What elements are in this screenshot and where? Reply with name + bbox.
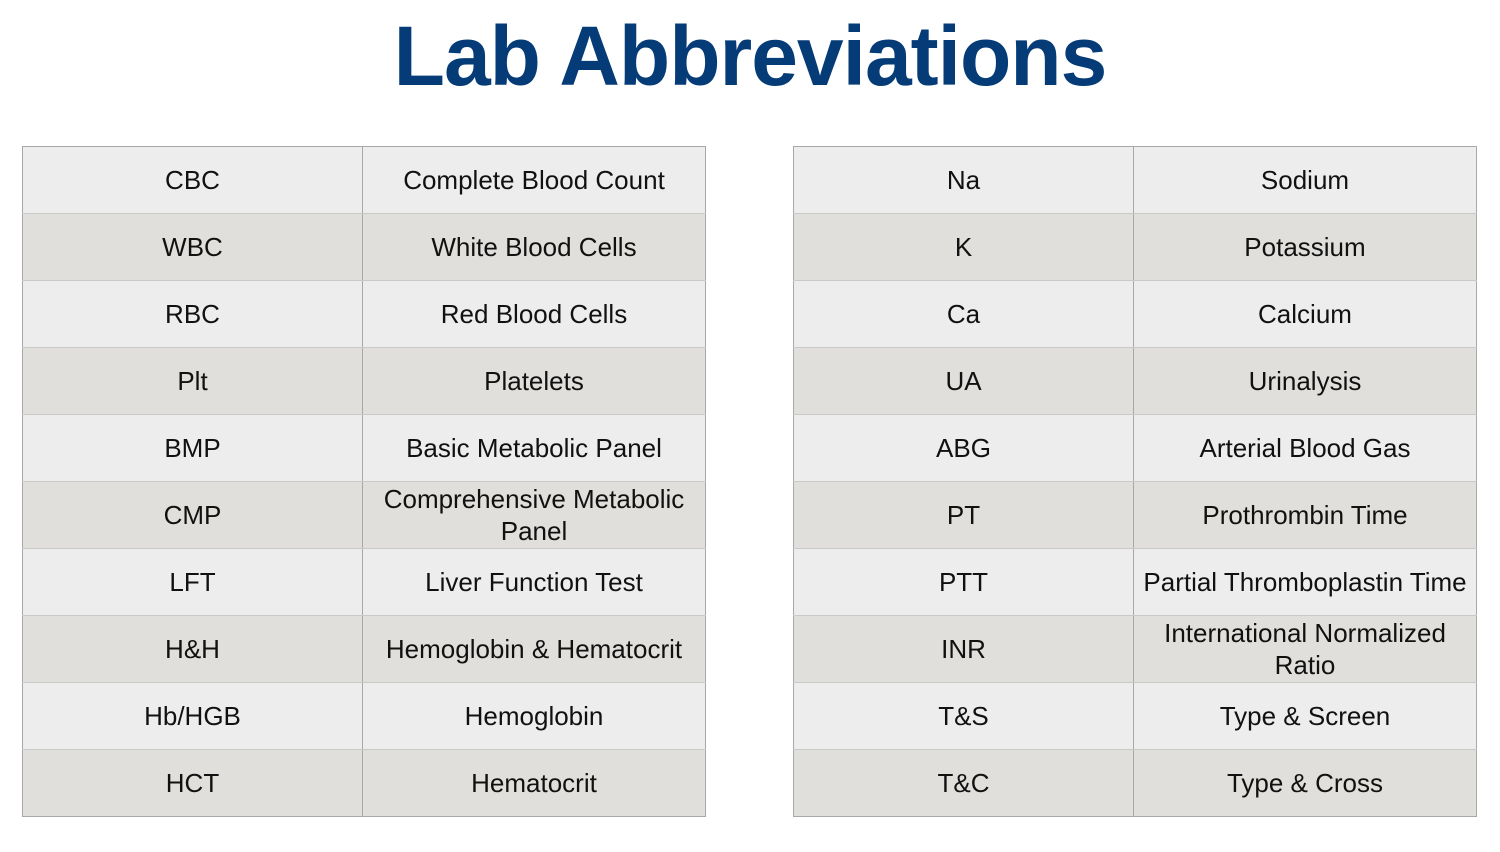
abbreviation-cell: K: [794, 214, 1134, 281]
abbreviation-cell: WBC: [23, 214, 363, 281]
abbreviation-cell: INR: [794, 616, 1134, 683]
meaning-cell: Partial Thromboplastin Time: [1134, 549, 1477, 616]
table-row: [794, 616, 1477, 683]
abbreviation-cell: PTT: [794, 549, 1134, 616]
abbreviation-cell: Na: [794, 147, 1134, 214]
abbreviation-cell: CMP: [23, 482, 363, 549]
table-row: [23, 750, 706, 817]
table-row: [23, 683, 706, 750]
meaning-cell: International Normalized Ratio: [1134, 616, 1477, 683]
abbreviation-cell: UA: [794, 348, 1134, 415]
abbreviation-cell: H&H: [23, 616, 363, 683]
table-row: [794, 214, 1477, 281]
table-row: [794, 415, 1477, 482]
table-row: [794, 348, 1477, 415]
meaning-cell: Liver Function Test: [363, 549, 706, 616]
right-abbreviation-table: [793, 146, 1477, 817]
meaning-cell: Potassium: [1134, 214, 1477, 281]
table-row: [23, 147, 706, 214]
meaning-cell: Arterial Blood Gas: [1134, 415, 1477, 482]
meaning-cell: Calcium: [1134, 281, 1477, 348]
meaning-cell: Type & Screen: [1134, 683, 1477, 750]
meaning-cell: Basic Metabolic Panel: [363, 415, 706, 482]
table-row: [794, 281, 1477, 348]
table-row: [794, 482, 1477, 549]
table-row: [23, 214, 706, 281]
meaning-cell: Comprehensive Metabolic Panel: [363, 482, 706, 549]
table-row: [23, 348, 706, 415]
abbreviation-cell: T&C: [794, 750, 1134, 817]
table-row: [23, 616, 706, 683]
table-row: [794, 147, 1477, 214]
abbreviation-cell: CBC: [23, 147, 363, 214]
table-row: [23, 415, 706, 482]
abbreviation-cell: ABG: [794, 415, 1134, 482]
meaning-cell: Platelets: [363, 348, 706, 415]
meaning-cell: Hemoglobin: [363, 683, 706, 750]
abbreviation-cell: RBC: [23, 281, 363, 348]
meaning-cell: Red Blood Cells: [363, 281, 706, 348]
abbreviation-cell: Ca: [794, 281, 1134, 348]
abbreviation-cell: T&S: [794, 683, 1134, 750]
meaning-cell: Type & Cross: [1226, 768, 1384, 798]
abbreviation-cell: Hb/HGB: [23, 683, 363, 750]
meaning-cell: Hemoglobin & Hematocrit: [363, 616, 706, 683]
left-abbreviation-table: [22, 146, 706, 817]
abbreviation-cell: PT: [794, 482, 1134, 549]
abbreviation-cell: Plt: [23, 348, 363, 415]
meaning-cell: Hematocrit: [471, 768, 597, 798]
meaning-cell: Sodium: [1134, 147, 1477, 214]
abbreviation-cell: LFT: [23, 549, 363, 616]
table-row: [23, 482, 706, 549]
page-title: Lab Abbreviations: [393, 9, 1107, 103]
meaning-cell: Prothrombin Time: [1134, 482, 1477, 549]
meaning-cell: Urinalysis: [1134, 348, 1477, 415]
table-row: [794, 549, 1477, 616]
table-row: [23, 549, 706, 616]
table-row: [794, 683, 1477, 750]
meaning-cell: Complete Blood Count: [363, 147, 706, 214]
table-row: [794, 750, 1477, 817]
abbreviation-cell: HCT: [23, 750, 363, 817]
abbreviation-cell: BMP: [23, 415, 363, 482]
meaning-cell: White Blood Cells: [363, 214, 706, 281]
table-row: [23, 281, 706, 348]
